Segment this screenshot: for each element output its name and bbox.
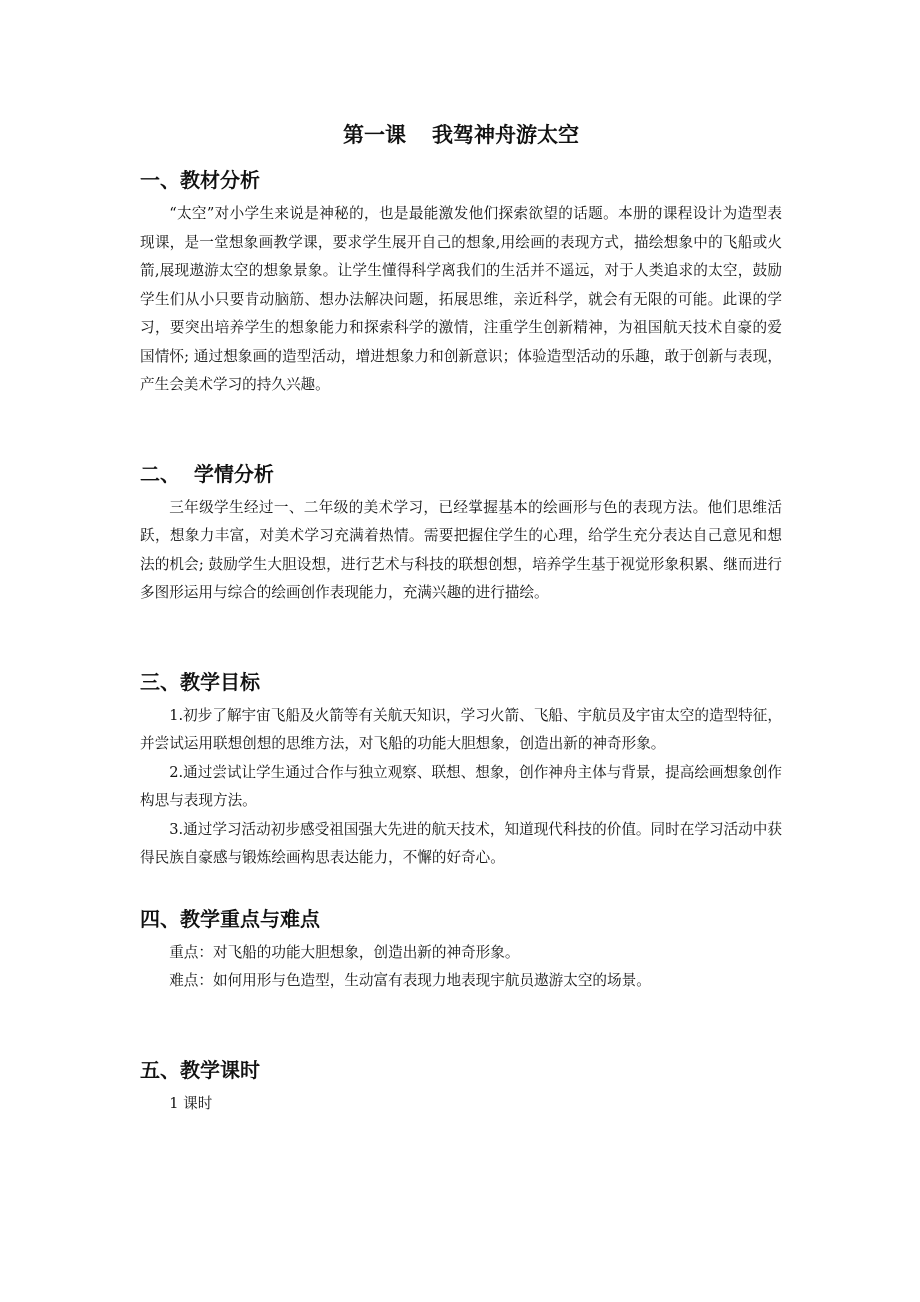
section-heading: 三、教学目标 — [140, 669, 260, 694]
lesson-number: 第一课 — [343, 123, 406, 147]
class-hours-line: 1 课时 — [169, 1094, 213, 1112]
section-paragraph: 三年级学生经过一、二年级的美术学习，已经掌握基本的绘画形与色的表现方法。他们思维活跃，想象力丰富，对美术学习充满着热情。需要把握住学生的心理，给学生充分表达自己意见和想法的机会; 鼓励学生大胆设想，进行艺术与科技的联想创想，培养学生基于视觉形象积累、继而进行多图形运用与综合的绘画创作表现能力，充满兴趣的进行描绘。 — [140, 498, 782, 601]
objective-item: 1.初步了解宇宙飞船及火箭等有关航天知识，学习火箭、飞船、宇航员及宇宙太空的造型特征，并尝试运用联想创想的思维方法，对飞船的功能大胆想象，创造出新的神奇形象。 — [140, 706, 782, 752]
section-heading: 二、 学情分析 — [140, 461, 274, 486]
document-page — [140, 118, 782, 1118]
section-class-hours — [140, 1054, 782, 1119]
section-paragraph: “太空”对小学生来说是神秘的，也是最能激发他们探索欲望的话题。本册的课程设计为造型表现课，是一堂想象画教学课，要求学生展开自己的想象,用绘画的表现方式，描绘想象中的飞船或火箭,展现遨游太空的想象景象。让学生懂得科学离我们的生活并不遥远，对于人类追求的太空，鼓励学生们从小只要肯动脑筋、想办法解决问题，拓展思维，亲近科学，就会有无限的可能。此课的学习，要突出培养学生的想象能力和探索科学的激情，注重学生创新精神，为祖国航天技术自豪的爱国情怀; 通过想象画的造型活动，增进想象力和创新意识；体验造型活动的乐趣，敢于创新与表现，产生会美术学习的持久兴趣。 — [140, 205, 782, 393]
section-key-points — [140, 903, 782, 996]
section-teaching-objectives — [140, 666, 782, 873]
lesson-title: 我驾神舟游太空 — [432, 123, 579, 147]
section-heading: 一、教材分析 — [140, 168, 260, 192]
section-heading: 五、教学课时 — [140, 1057, 260, 1082]
difficulty-line: 难点：如何用形与色造型，生动富有表现力地表现宇航员遨游太空的场景。 — [169, 972, 651, 989]
key-point-line: 重点：对飞船的功能大胆想象，创造出新的神奇形象。 — [169, 943, 520, 961]
section-textbook-analysis — [140, 164, 782, 400]
objective-item: 2.通过尝试让学生通过合作与独立观察、联想、想象，创作神舟主体与背景，提高绘画想象创作构思与表现方法。 — [140, 763, 782, 809]
objective-item: 3.通过学习活动初步感受祖国强大先进的航天技术，知道现代科技的价值。同时在学习活动中获得民族自豪感与锻炼绘画构思表达能力，不懈的好奇心。 — [140, 820, 782, 866]
section-student-analysis — [140, 458, 782, 608]
document-title — [140, 118, 782, 152]
section-heading: 四、教学重点与难点 — [140, 906, 320, 931]
